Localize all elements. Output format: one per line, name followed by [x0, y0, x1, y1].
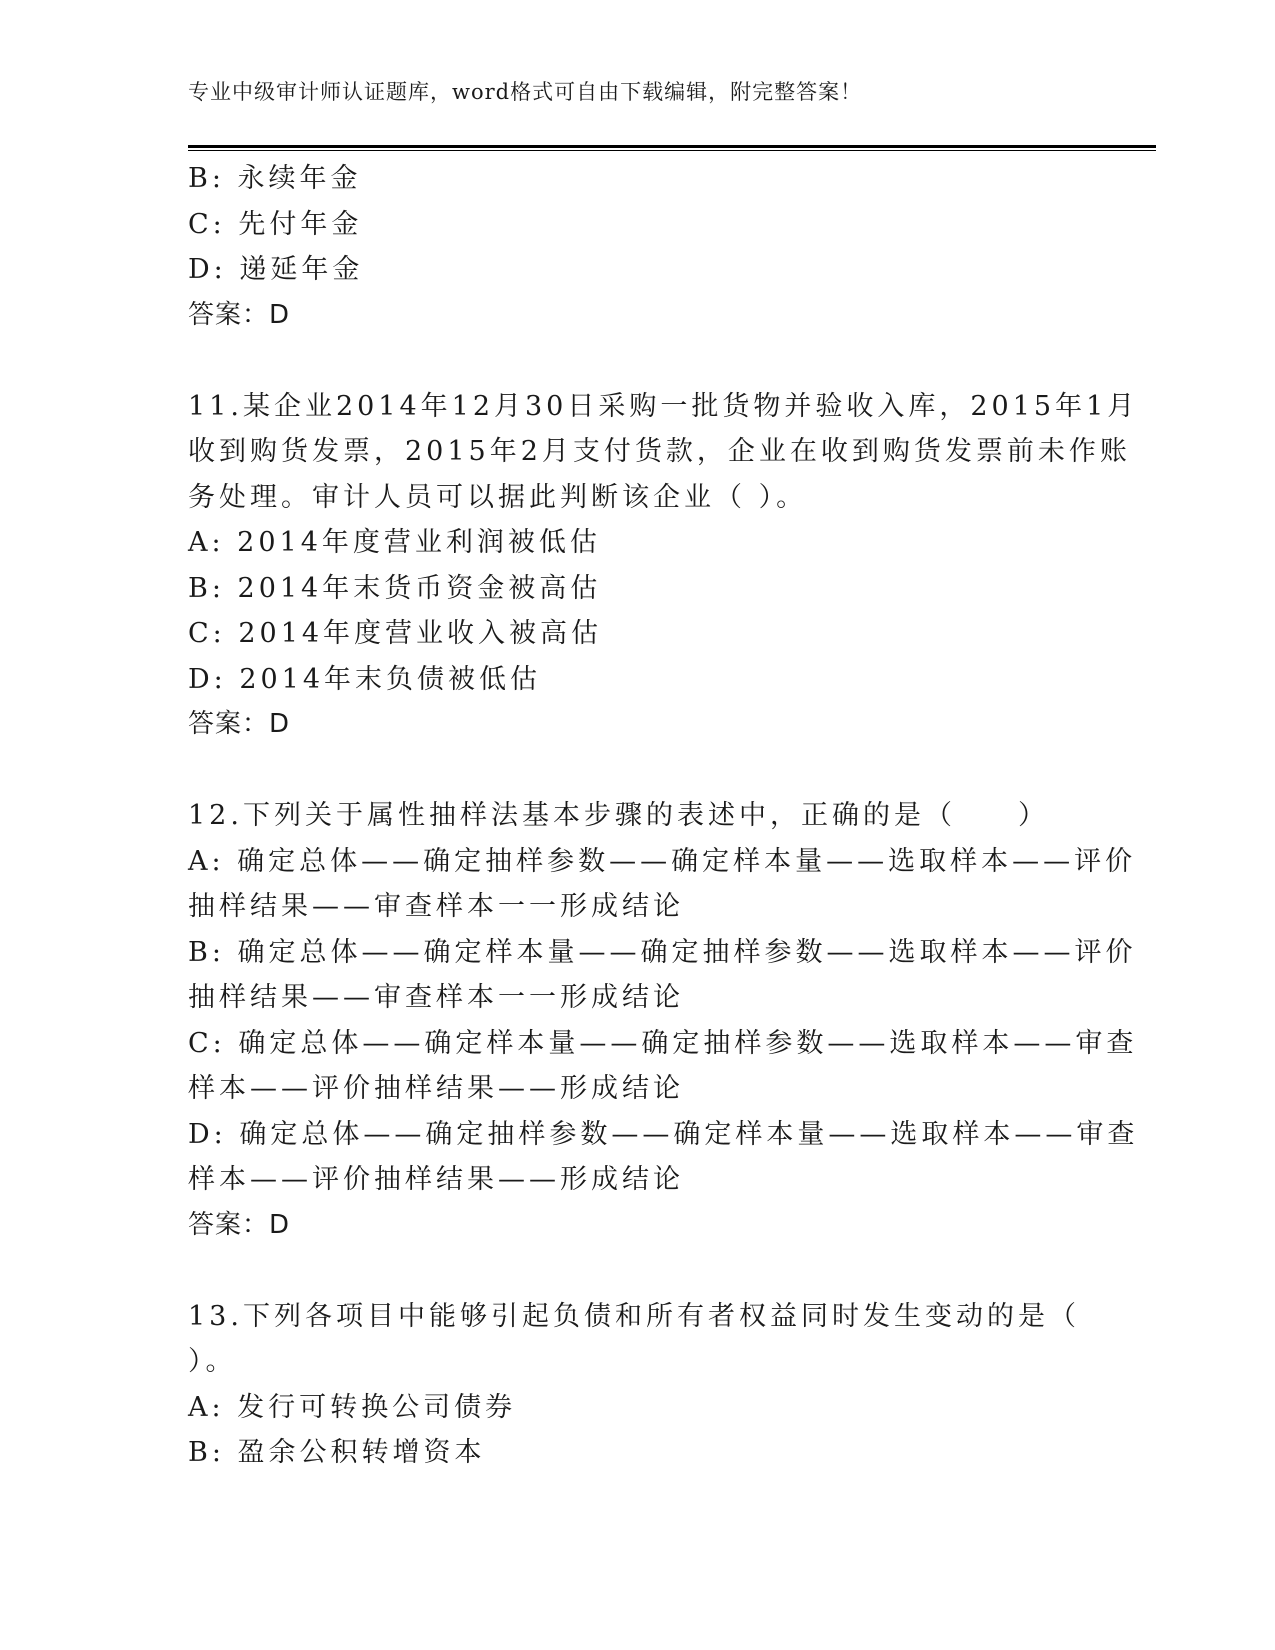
- header-rule-thick: [188, 145, 1156, 148]
- question-text: 12.下列关于属性抽样法基本步骤的表述中，正确的是（ ）: [188, 800, 1049, 831]
- option-line: 抽样结果——审查样本一一形成结论: [188, 891, 684, 922]
- spacer: [188, 1248, 1068, 1294]
- option-line: A: 确定总体——确定抽样参数——确定样本量——选取样本——评价: [188, 845, 1137, 877]
- answer-line: 答案：D: [188, 709, 291, 739]
- option-line: A: 发行可转换公司债券: [188, 1391, 517, 1423]
- question-text: 务处理。审计人员可以据此判断该企业（ ）。: [188, 481, 808, 513]
- option-line: B: 2014年末货币资金被高估: [188, 572, 602, 604]
- option-line: B: 永续年金: [188, 163, 362, 194]
- option-line: 样本——评价抽样结果——形成结论: [188, 1073, 684, 1104]
- page-header: 专业中级审计师认证题库，word格式可自由下载编辑，附完整答案！: [188, 80, 863, 104]
- question-11: [188, 384, 1139, 748]
- question-text: 11.某企业2014年12月30日采购一批货物并验收入库，2015年1月: [188, 390, 1139, 422]
- question-12: [188, 793, 1139, 1248]
- answer-line: 答案：D: [188, 1209, 291, 1240]
- answer-line: 答案：D: [188, 299, 291, 330]
- question-text: ）。: [188, 1346, 237, 1377]
- option-line: 抽样结果——审查样本一一形成结论: [188, 982, 684, 1013]
- option-line: B: 确定总体——确定样本量——确定抽样参数——选取样本——评价: [188, 936, 1137, 968]
- option-line: C: 先付年金: [188, 208, 363, 240]
- option-line: D: 2014年末负债被低估: [188, 663, 542, 695]
- spacer: [188, 748, 1068, 794]
- question-text: 收到购货发票，2015年2月支付货款，企业在收到购货发票前未作账: [188, 436, 1131, 467]
- option-line: A: 2014年度营业利润被低估: [188, 527, 601, 558]
- option-line: B: 盈余公积转增资本: [188, 1437, 486, 1468]
- spacer: [188, 338, 1068, 384]
- option-line: D: 递延年金: [188, 254, 364, 285]
- document-body: [188, 156, 1139, 1476]
- option-line: C: 确定总体——确定样本量——确定抽样参数——选取样本——审查: [188, 1027, 1138, 1059]
- question-13: [188, 1294, 1080, 1476]
- question-10-tail: [188, 156, 1068, 338]
- question-text: 13.下列各项目中能够引起负债和所有者权益同时发生变动的是（: [188, 1300, 1080, 1332]
- option-line: C: 2014年度营业收入被高估: [188, 618, 603, 649]
- header-rule-thin: [188, 150, 1156, 151]
- option-line: 样本——评价抽样结果——形成结论: [188, 1164, 684, 1195]
- option-line: D: 确定总体——确定抽样参数——确定样本量——选取样本——审查: [188, 1118, 1139, 1150]
